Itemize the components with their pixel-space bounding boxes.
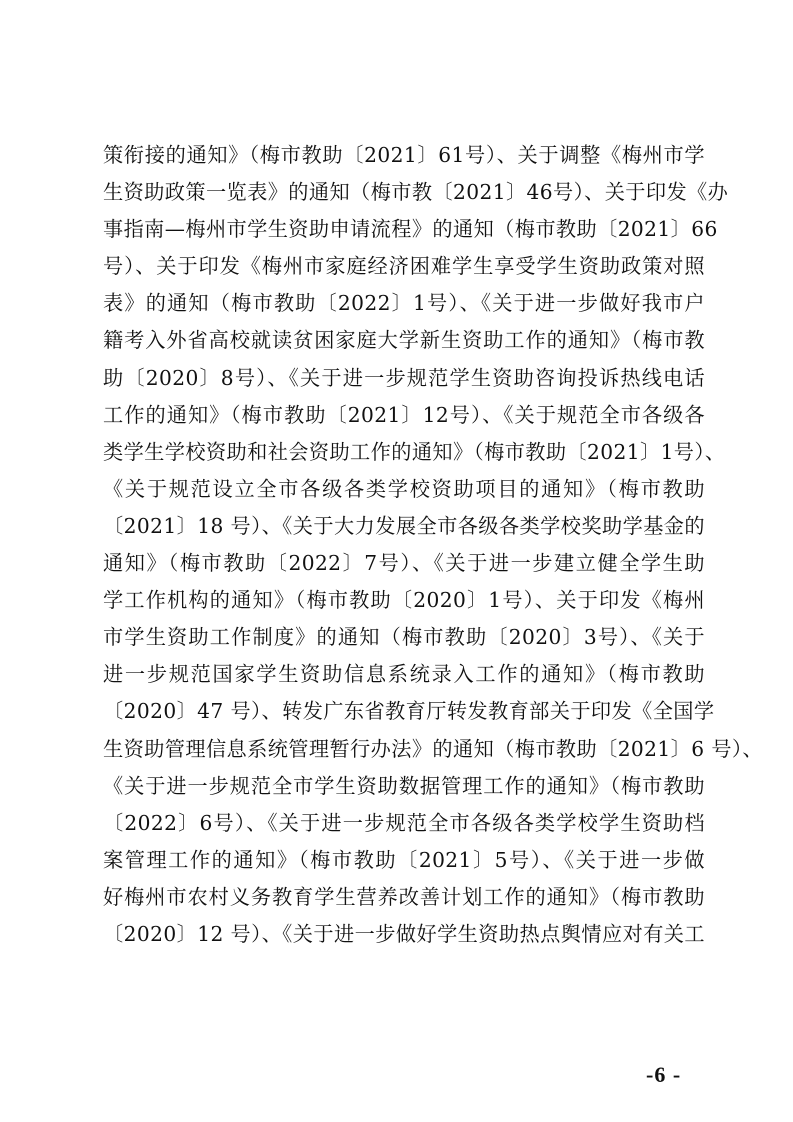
text-line: 类学生学校资助和社会资助工作的通知》（梅市教助〔2021〕1号）、 — [103, 439, 726, 464]
page-number: -6 - — [646, 1062, 682, 1087]
text-line: 通知》（梅市教助〔2022〕7号）、《关于进一步建立健全学生助 — [103, 551, 705, 576]
body-paragraph — [103, 137, 763, 953]
text-line: 籍考入外省高校就读贫困家庭大学新生资助工作的通知》（梅市教 — [103, 328, 705, 353]
text-line: 好梅州市农村义务教育学生营养改善计划工作的通知》（梅市教助 — [103, 884, 705, 909]
text-line: 生资助政策一览表》的通知（梅市教〔2021〕46号）、关于印发《办 — [103, 180, 729, 205]
text-line: 事指南—梅州市学生资助申请流程》的通知（梅市教助〔2021〕66 — [103, 217, 718, 242]
text-line: 进一步规范国家学生资助信息系统录入工作的通知》（梅市教助 — [103, 662, 705, 687]
text-line: 生资助管理信息系统管理暂行办法》的通知（梅市教助〔2021〕6 号）、 — [103, 736, 763, 761]
text-line: 案管理工作的通知》（梅市教助〔2021〕5号）、《关于进一步做 — [103, 847, 705, 872]
text-line: 〔2021〕18 号）、《关于大力发展全市各级各类学校奖助学基金的 — [103, 513, 705, 538]
text-line: 《关于进一步规范全市学生资助数据管理工作的通知》（梅市教助 — [103, 773, 705, 798]
text-line: 市学生资助工作制度》的通知（梅市教助〔2020〕3号）、《关于 — [103, 625, 705, 650]
text-line: 表》的通知（梅市教助〔2022〕1号）、《关于进一步做好我市户 — [103, 291, 705, 316]
text-line: 〔2020〕47 号）、转发广东省教育厅转发教育部关于印发《全国学 — [103, 699, 715, 724]
text-line: 助〔2020〕8号）、《关于进一步规范学生资助咨询投诉热线电话 — [103, 365, 705, 390]
text-line: 《关于规范设立全市各级各类学校资助项目的通知》（梅市教助 — [103, 476, 705, 501]
text-line: 号）、关于印发《梅州市家庭经济困难学生享受学生资助政策对照 — [103, 254, 705, 279]
text-line: 工作的通知》（梅市教助〔2021〕12号）、《关于规范全市各级各 — [103, 402, 705, 427]
text-line: 〔2020〕12 号）、《关于进一步做好学生资助热点舆情应对有关工 — [103, 921, 705, 946]
text-line: 〔2022〕6号）、《关于进一步规范全市各级各类学校学生资助档 — [103, 810, 705, 835]
text-line: 学工作机构的通知》（梅市教助〔2020〕1号）、关于印发《梅州 — [103, 588, 705, 613]
text-line: 策衔接的通知》（梅市教助〔2021〕61号）、关于调整《梅州市学 — [103, 143, 705, 167]
